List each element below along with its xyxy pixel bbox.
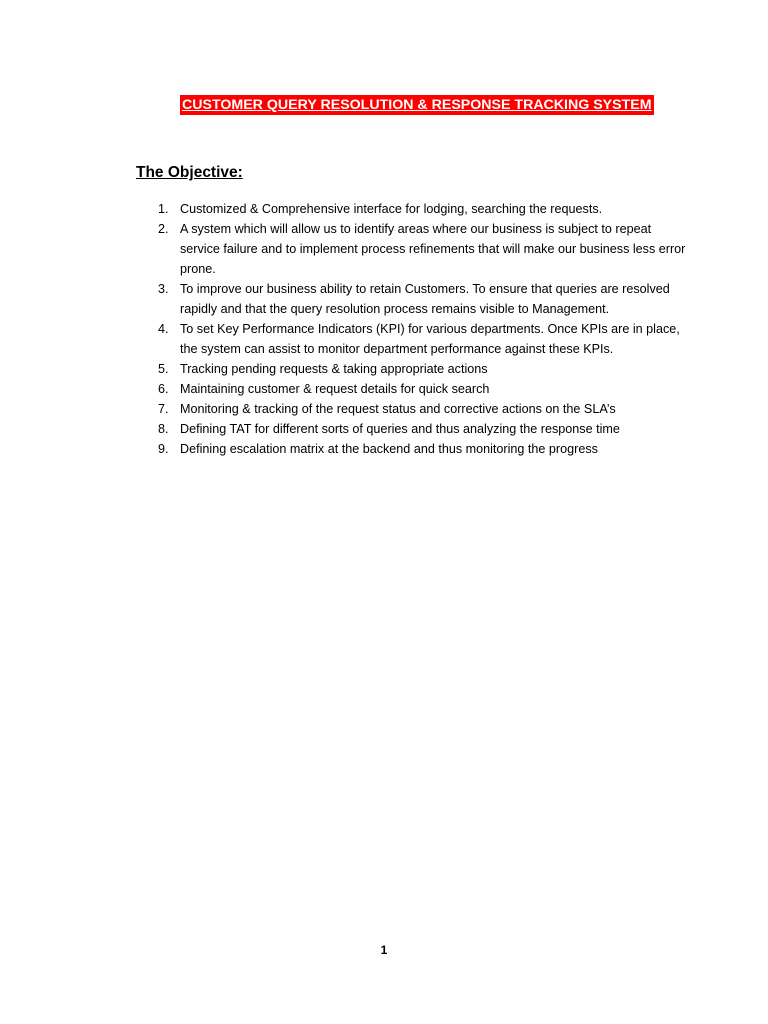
list-item-number: 9.: [158, 442, 169, 456]
list-item-number: 4.: [158, 322, 169, 336]
document-title: CUSTOMER QUERY RESOLUTION & RESPONSE TRACKING SYSTEM: [182, 97, 652, 113]
list-item: [158, 199, 688, 219]
list-item-text: Maintaining customer & request details for quick search: [180, 382, 490, 396]
objective-list: [158, 199, 688, 459]
list-item: [158, 319, 688, 359]
list-item-number: 1.: [158, 202, 169, 216]
list-item-text: Monitoring & tracking of the request status and corrective actions on the SLA’s: [180, 402, 616, 416]
list-item: [158, 379, 688, 399]
section-heading: The Objective:: [136, 164, 243, 181]
list-item-number: 6.: [158, 382, 169, 396]
list-item-text: To set Key Performance Indicators (KPI) for various departments. Once KPIs are in place, the system can assist to monitor department performance against these KPIs.: [180, 322, 680, 356]
list-item: [158, 419, 688, 439]
list-item: [158, 439, 688, 459]
list-item: [158, 399, 688, 419]
list-item-number: 8.: [158, 422, 169, 436]
title-banner: [180, 95, 658, 117]
list-item-text: Defining escalation matrix at the backend and thus monitoring the progress: [180, 442, 598, 456]
list-item: [158, 359, 688, 379]
page-number: 1: [380, 943, 388, 957]
list-item-number: 5.: [158, 362, 169, 376]
list-item-text: Customized & Comprehensive interface for lodging, searching the requests.: [180, 202, 603, 216]
list-item: [158, 279, 688, 319]
list-item-number: 3.: [158, 282, 169, 296]
list-item-text: Tracking pending requests & taking appropriate actions: [180, 362, 488, 376]
list-item: [158, 219, 688, 279]
list-item-text: A system which will allow us to identify areas where our business is subject to repeat service failure and to implement process refinements that will make our business less error prone.: [180, 222, 686, 276]
list-item-number: 7.: [158, 402, 169, 416]
list-item-number: 2.: [158, 222, 169, 236]
list-item-text: To improve our business ability to retain Customers. To ensure that queries are resolved rapidly and that the query resolution process remains visible to Management.: [180, 282, 670, 316]
list-item-text: Defining TAT for different sorts of queries and thus analyzing the response time: [180, 422, 620, 436]
